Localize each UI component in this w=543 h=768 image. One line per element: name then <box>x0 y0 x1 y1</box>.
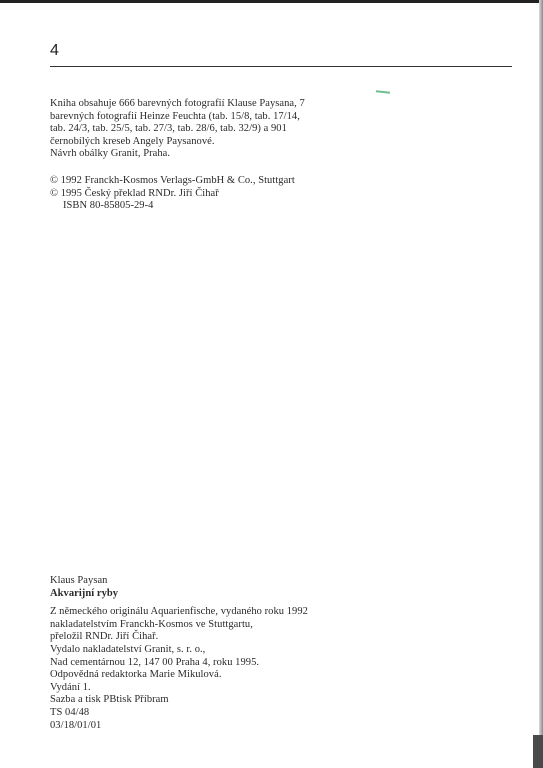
page-number: 4 <box>50 42 59 59</box>
copyright-translation: © 1995 Český překlad RNDr. Jiří Čihař <box>50 187 219 199</box>
page-corner-shadow <box>533 735 543 768</box>
colophon-line: Vydání 1. <box>50 681 91 693</box>
colophon-line: 03/18/01/01 <box>50 719 102 731</box>
colophon-line: nakladatelstvím Franckh-Kosmos ve Stuttgartu, <box>50 618 253 630</box>
page-top-edge <box>0 0 543 3</box>
colophon-line: TS 04/48 <box>50 706 90 718</box>
copyright-block <box>50 175 295 213</box>
credits-paragraph <box>50 98 305 161</box>
colophon-line: Vydalo nakladatelství Granit, s. r. o., <box>50 643 206 655</box>
ink-mark <box>376 90 390 93</box>
credits-line: tab. 24/3, tab. 25/5, tab. 27/3, tab. 28/6, tab. 32/9) a 901 <box>50 123 287 135</box>
credits-line: Kniha obsahuje 666 barevných fotografií Klause Paysana, 7 <box>50 98 305 109</box>
colophon-line: Sazba a tisk PBtisk Příbram <box>50 694 169 706</box>
copyright-original: © 1992 Franckh-Kosmos Verlags-GmbH & Co., Stuttgart <box>50 175 295 186</box>
page-right-edge <box>539 0 543 768</box>
credits-line: barevných fotografií Heinze Feuchta (tab. 15/8, tab. 17/14, <box>50 110 300 122</box>
colophon-line: Z německého originálu Aquarienfische, vydaného roku 1992 <box>50 606 308 618</box>
colophon-line: přeložil RNDr. Jiří Čihař. <box>50 631 159 643</box>
colophon-title: Akvarijní ryby <box>50 587 119 599</box>
colophon-author: Klaus Paysan <box>50 575 108 586</box>
colophon-line: Nad cementárnou 12, 147 00 Praha 4, roku 1995. <box>50 656 260 668</box>
isbn: ISBN 80-85805-29-4 <box>63 200 154 212</box>
colophon-block <box>50 575 308 732</box>
credits-line: Návrh obálky Granit, Praha. <box>50 148 171 160</box>
colophon-line: Odpovědná redaktorka Marie Mikulová. <box>50 669 222 681</box>
header-rule <box>50 66 512 67</box>
credits-line: černobílých kreseb Angely Paysanové. <box>50 135 215 147</box>
